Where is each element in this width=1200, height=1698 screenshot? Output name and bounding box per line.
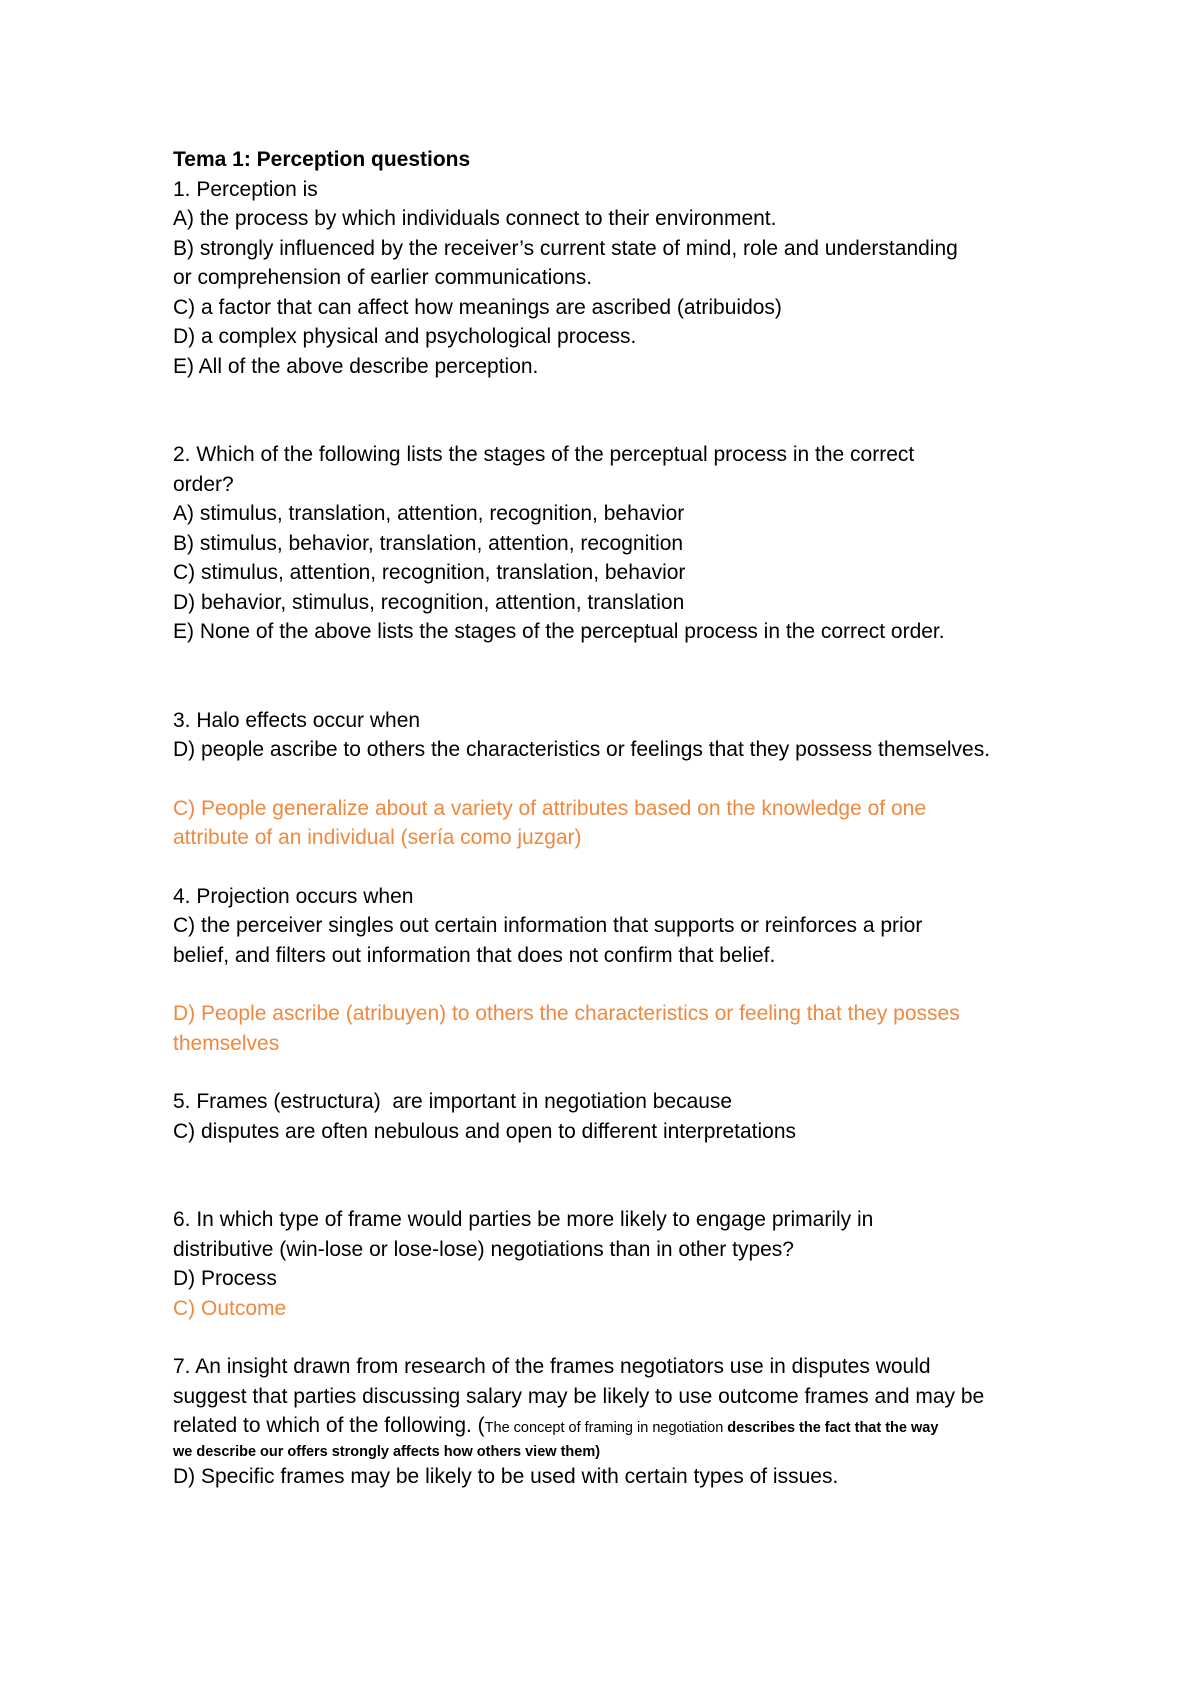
- question-1: [173, 175, 1073, 382]
- spacer: [173, 853, 1073, 882]
- question-2-option-b: B) stimulus, behavior, translation, attention, recognition: [173, 531, 684, 555]
- question-6-text: 6. In which type of frame would parties be more likely to engage primarily in: [173, 1208, 874, 1231]
- question-7-text: 7. An insight drawn from research of the frames negotiators use in disputes would: [173, 1355, 931, 1378]
- question-1-option-e: E) All of the above describe perception.: [173, 354, 539, 378]
- spacer: [173, 1058, 1073, 1087]
- question-6-answer: C) Outcome: [173, 1296, 287, 1320]
- question-4-option-c-cont: belief, and filters out information that does not confirm that belief.: [173, 943, 776, 967]
- question-2-text-cont: order?: [173, 472, 234, 496]
- question-7: [173, 1352, 1073, 1491]
- question-7-text-cont: suggest that parties discussing salary may be likely to use outcome frames and may be: [173, 1384, 985, 1408]
- spacer: [173, 765, 1073, 794]
- question-1-option-b-cont: or comprehension of earlier communications.: [173, 266, 593, 289]
- question-7-text-cont-2: [173, 1411, 1073, 1441]
- question-3: [173, 706, 1073, 853]
- spacer: [173, 970, 1073, 999]
- question-2-text: 2. Which of the following lists the stages of the perceptual process in the correct: [173, 443, 915, 466]
- question-2-option-c: C) stimulus, attention, recognition, translation, behavior: [173, 561, 686, 584]
- question-6-text-cont: distributive (win-lose or lose-lose) negotiations than in other types?: [173, 1237, 794, 1261]
- question-2-option-a: A) stimulus, translation, attention, recognition, behavior: [173, 502, 685, 525]
- question-7-option-d: D) Specific frames may be likely to be used with certain types of issues.: [173, 1464, 839, 1488]
- question-4: [173, 882, 1073, 1059]
- question-7-note-bold: describes the fact that the way: [727, 1420, 939, 1436]
- spacer: [173, 647, 1073, 706]
- question-4-answer-cont: themselves: [173, 1031, 280, 1055]
- question-3-answer-cont: attribute of an individual (sería como juzgar): [173, 826, 582, 849]
- question-1-option-c: C) a factor that can affect how meanings are ascribed (atribuidos): [173, 295, 782, 319]
- spacer: [173, 1323, 1073, 1352]
- question-3-option-d: D) people ascribe to others the characteristics or feelings that they possess themselves.: [173, 738, 991, 761]
- question-4-option-c: C) the perceiver singles out certain information that supports or reinforces a prior: [173, 914, 923, 937]
- question-7-note-bold-cont: we describe our offers strongly affects how others view them): [173, 1443, 601, 1460]
- question-1-option-b: B) strongly influenced by the receiver’s current state of mind, role and understanding: [173, 236, 958, 260]
- question-5-option-c: C) disputes are often nebulous and open to different interpretations: [173, 1119, 797, 1143]
- document-page: [173, 145, 1073, 1491]
- question-2: [173, 440, 1073, 647]
- question-2-option-d: D) behavior, stimulus, recognition, attention, translation: [173, 590, 685, 614]
- question-4-answer: D) People ascribe (atribuyen) to others the characteristics or feeling that they posses: [173, 1002, 960, 1025]
- document-title: Tema 1: Perception questions: [173, 148, 471, 171]
- spacer: [173, 381, 1073, 440]
- question-1-option-a: A) the process by which individuals connect to their environment.: [173, 207, 777, 230]
- question-4-text: 4. Projection occurs when: [173, 884, 414, 908]
- question-3-answer: C) People generalize about a variety of attributes based on the knowledge of one: [173, 796, 926, 820]
- question-7-text-lead: related to which of the following. (: [173, 1414, 485, 1437]
- question-6: [173, 1205, 1073, 1323]
- question-5-text: 5. Frames (estructura) are important in negotiation because: [173, 1090, 733, 1113]
- question-3-text: 3. Halo effects occur when: [173, 708, 421, 732]
- question-6-option-d: D) Process: [173, 1267, 277, 1290]
- question-1-text: 1. Perception is: [173, 177, 318, 201]
- question-5: [173, 1087, 1073, 1146]
- spacer: [173, 1146, 1073, 1205]
- question-2-option-e: E) None of the above lists the stages of the perceptual process in the correct order.: [173, 620, 945, 643]
- question-7-note: The concept of framing in negotiation: [484, 1420, 728, 1436]
- question-1-option-d: D) a complex physical and psychological process.: [173, 325, 637, 348]
